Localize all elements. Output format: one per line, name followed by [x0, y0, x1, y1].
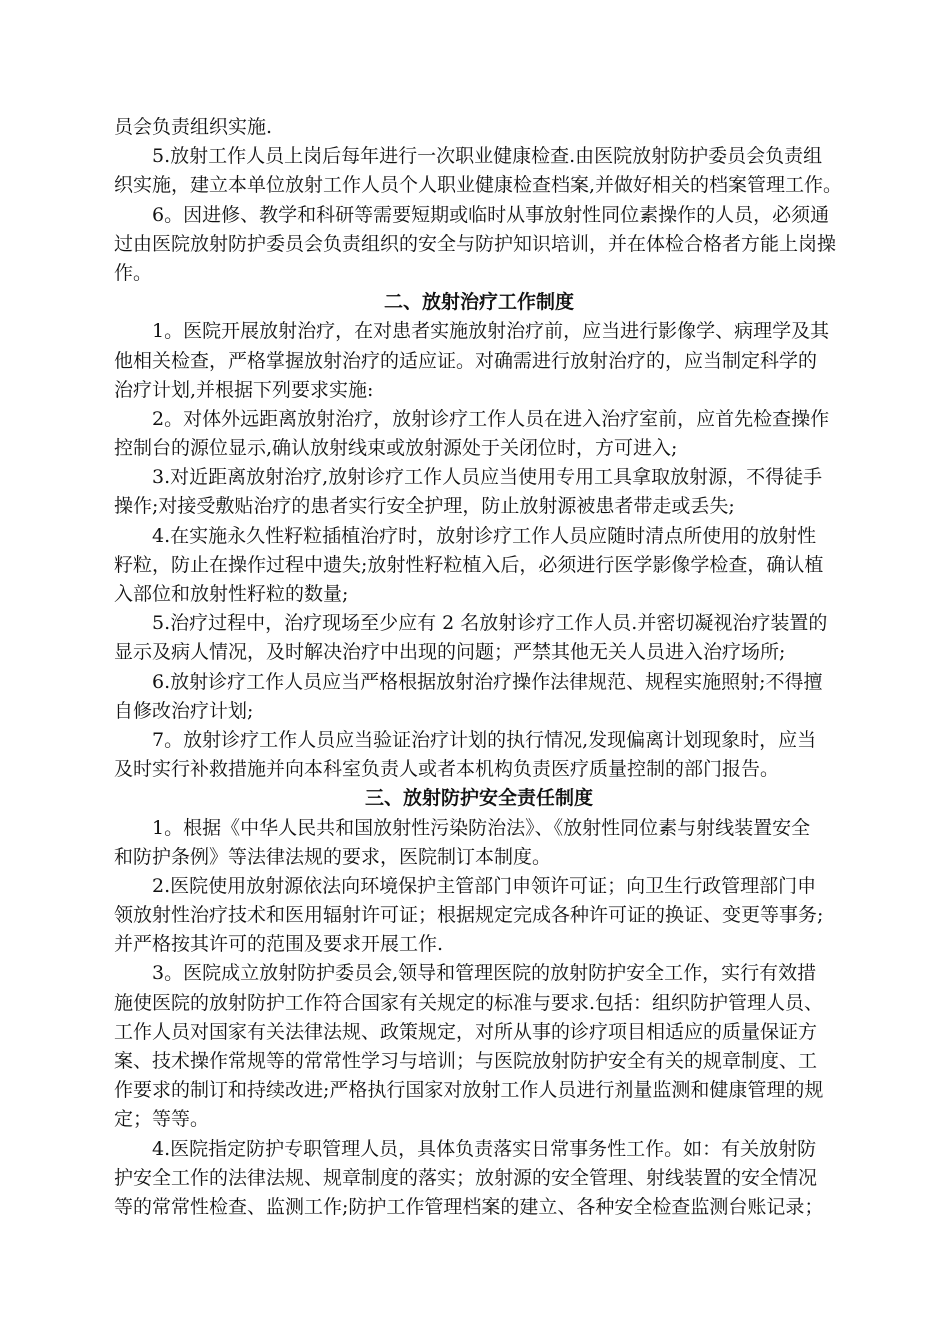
paragraph-first-line: 3。医院成立放射防护委员会,领导和管理医院的放射防护安全工作，实行有效措	[152, 962, 817, 985]
paragraph-line: 领放射性治疗技术和医用辐射许可证；根据规定完成各种许可证的换证、变更等事务;	[114, 904, 824, 927]
paragraph-line: 作。	[114, 261, 153, 284]
paragraph-first-line: 6。因进修、教学和科研等需要短期或临时从事放射性同位素操作的人员，必须通	[152, 203, 830, 226]
paragraph-line: 自修改治疗计划;	[114, 699, 254, 722]
paragraph-line: 施使医院的放射防护工作符合国家有关规定的标准与要求.包括：组织防护管理人员、	[114, 991, 824, 1014]
section-heading: 三、放射防护安全责任制度	[364, 787, 593, 810]
paragraph-first-line: 7。放射诊疗工作人员应当验证治疗计划的执行情况,发现偏离计划现象时，应当	[152, 728, 817, 751]
section-heading: 二、放射治疗工作制度	[383, 291, 574, 314]
paragraph-first-line: 3.对近距离放射治疗,放射诊疗工作人员应当使用专用工具拿取放射源，不得徒手	[152, 466, 823, 489]
paragraph-line: 员会负责组织实施.	[114, 116, 273, 138]
paragraph-line: 显示及病人情况，及时解决治疗中出现的问题；严禁其他无关人员进入治疗场所;	[114, 641, 786, 664]
paragraph-line: 作要求的制订和持续改进;严格执行国家对放射工作人员进行剂量监测和健康管理的规	[114, 1079, 824, 1102]
paragraph-first-line: 1。根据《中华人民共和国放射性污染防治法》、《放射性同位素与射线装置安全	[152, 816, 811, 839]
paragraph-line: 入部位和放射性籽粒的数量;	[114, 583, 349, 605]
paragraph-line: 并严格按其许可的范围及要求开展工作.	[114, 933, 444, 956]
paragraph-line: 工作人员对国家有关法律法规、政策规定，对所从事的诊疗项目相适应的质量保证方	[114, 1020, 818, 1043]
paragraph-line: 操作;对接受敷贴治疗的患者实行安全护理，防止放射源被患者带走或丢失;	[114, 495, 735, 518]
document-body	[114, 113, 844, 1222]
paragraph-line: 护安全工作的法律法规、规章制度的落实；放射源的安全管理、射线装置的安全情况	[114, 1166, 818, 1189]
paragraph-first-line: 2.医院使用放射源依法向环境保护主管部门申领许可证；向卫生行政管理部门申	[152, 874, 817, 897]
paragraph-line: 过由医院放射防护委员会负责组织的安全与防护知识培训，并在体检合格者方能上岗操	[114, 232, 837, 255]
paragraph-line: 定；等等。	[114, 1108, 210, 1131]
paragraph-line: 等的常常性检查、监测工作;防护工作管理档案的建立、各种安全检查监测台账记录；	[114, 1195, 824, 1218]
paragraph-line: 籽粒，防止在操作过程中遗失;放射性籽粒植入后，必须进行医学影像学检查，确认植	[114, 553, 824, 576]
paragraph-first-line: 6.放射诊疗工作人员应当严格根据放射治疗操作法律规范、规程实施照射;不得擅	[152, 670, 823, 693]
paragraph-line: 他相关检查，严格掌握放射治疗的适应证。对确需进行放射治疗的，应当制定科学的	[114, 349, 818, 372]
paragraph-first-line: 4.在实施永久性籽粒插植治疗时，放射诊疗工作人员应随时清点所使用的放射性	[152, 524, 817, 547]
paragraph-line: 案、技术操作常规等的常常性学习与培训；与医院放射防护安全有关的规章制度、工	[114, 1050, 818, 1072]
paragraph-first-line: 5.放射工作人员上岗后每年进行一次职业健康检查.由医院放射防护委员会负责组	[152, 145, 823, 168]
paragraph-first-line: 4.医院指定防护专职管理人员，具体负责落实日常事务性工作。如：有关放射防	[152, 1137, 817, 1160]
paragraph-first-line: 5.治疗过程中，治疗现场至少应有 2 名放射诊疗工作人员.并密切凝视治疗装置的	[152, 612, 828, 635]
paragraph-line: 织实施，建立本单位放射工作人员个人职业健康检查档案,并做好相关的档案管理工作。	[114, 174, 843, 197]
paragraph-line: 控制台的源位显示,确认放射线束或放射源处于关闭位时，方可进入;	[114, 437, 678, 460]
paragraph-line: 治疗计划,并根据下列要求实施:	[114, 378, 374, 401]
paragraph-line: 及时实行补救措施并向本科室负责人或者本机构负责医疗质量控制的部门报告。	[114, 758, 780, 781]
paragraph-first-line: 2。对体外远距离放射治疗，放射诊疗工作人员在进入治疗室前，应首先检查操作	[152, 407, 830, 430]
paragraph-line: 和防护条例》等法律法规的要求，医院制订本制度。	[114, 845, 552, 868]
paragraph-first-line: 1。医院开展放射治疗，在对患者实施放射治疗前，应当进行影像学、病理学及其	[152, 320, 830, 343]
